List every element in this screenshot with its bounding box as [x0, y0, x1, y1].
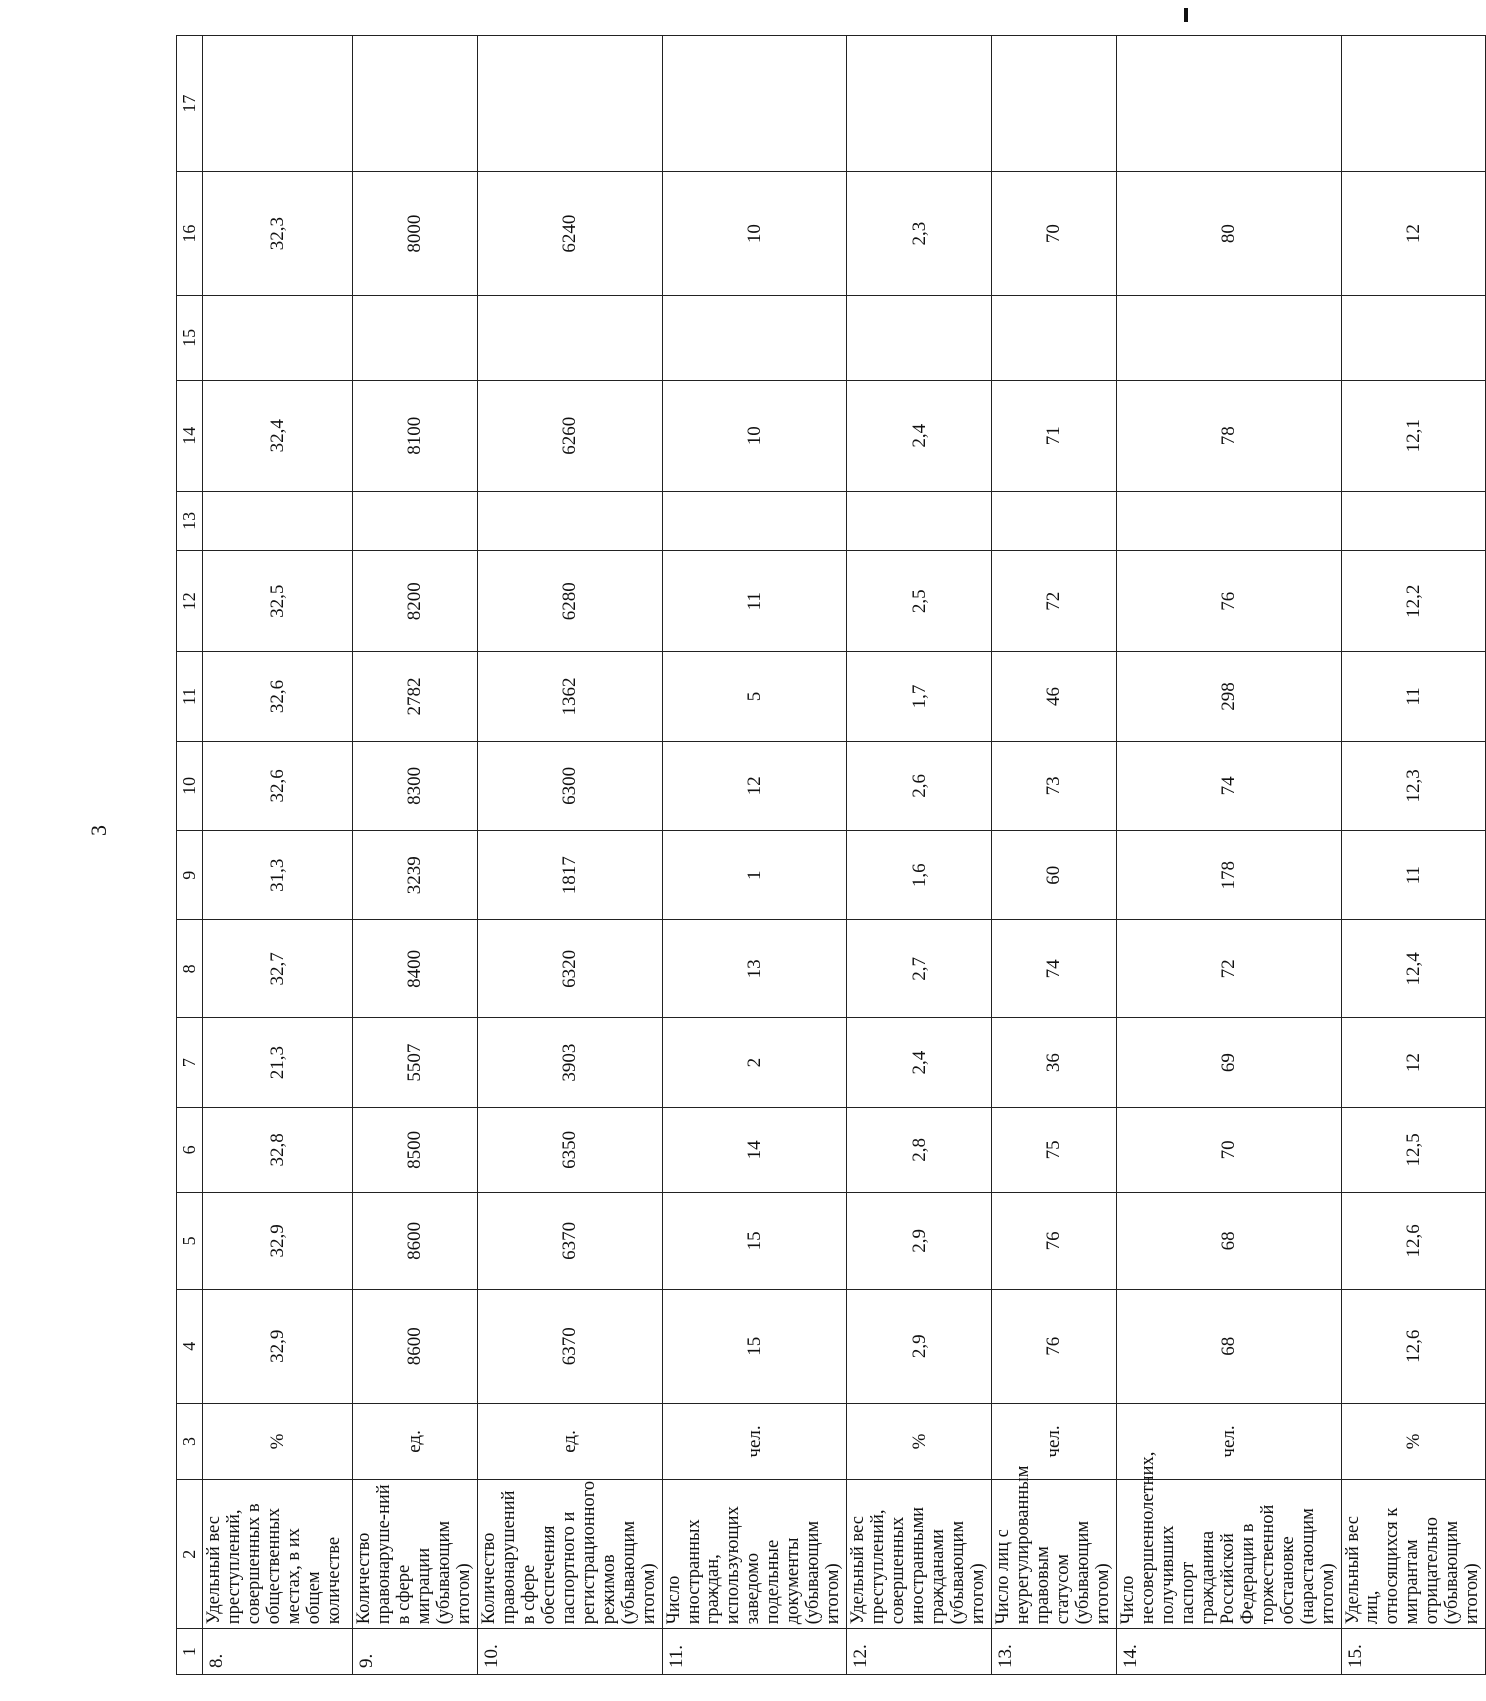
value-cell: 2782 — [353, 652, 478, 741]
value-cell: 6350 — [477, 1107, 662, 1192]
column-number: 15 — [177, 295, 203, 380]
indicator-name: Число иностранных граждан, использующих заведомо подельные документы (убывающим итогом) — [662, 1480, 847, 1629]
value-cell: 3239 — [353, 831, 478, 920]
value-cell: 1,7 — [847, 652, 992, 741]
value-cell — [847, 295, 992, 380]
value-cell: 2,8 — [847, 1107, 992, 1192]
unit-cell: чел. — [1116, 1403, 1341, 1480]
table-row — [847, 36, 992, 1675]
value-cell: 298 — [1116, 652, 1341, 741]
value-cell — [992, 36, 1117, 172]
value-cell: 2,3 — [847, 172, 992, 295]
value-cell: 15 — [662, 1289, 847, 1403]
value-cell: 8500 — [353, 1107, 478, 1192]
value-cell: 73 — [992, 741, 1117, 830]
value-cell: 2,4 — [847, 1018, 992, 1107]
rotated-table-container — [176, 35, 1483, 1675]
value-cell: 5507 — [353, 1018, 478, 1107]
unit-cell: % — [1341, 1403, 1486, 1480]
row-number: 12. — [847, 1629, 992, 1675]
value-cell: 5 — [662, 652, 847, 741]
value-cell: 36 — [992, 1018, 1117, 1107]
value-cell: 8600 — [353, 1289, 478, 1403]
value-cell — [1116, 491, 1341, 551]
column-number: 3 — [177, 1403, 203, 1480]
column-number: 17 — [177, 36, 203, 172]
value-cell: 76 — [992, 1289, 1117, 1403]
row-number: 9. — [353, 1629, 478, 1675]
indicator-name: Количество правонаруше-ний в сфере миграции (убывающим итогом) — [353, 1480, 478, 1629]
value-cell: 68 — [1116, 1289, 1341, 1403]
value-cell: 2,7 — [847, 920, 992, 1018]
unit-cell: % — [847, 1403, 992, 1480]
table-row — [662, 36, 847, 1675]
column-number: 4 — [177, 1289, 203, 1403]
value-cell — [203, 36, 353, 172]
value-cell: 32,6 — [203, 652, 353, 741]
value-cell — [477, 491, 662, 551]
value-cell: 12,4 — [1341, 920, 1486, 1018]
value-cell: 32,3 — [203, 172, 353, 295]
value-cell: 31,3 — [203, 831, 353, 920]
row-number: 13. — [992, 1629, 1117, 1675]
column-number: 2 — [177, 1480, 203, 1629]
value-cell: 60 — [992, 831, 1117, 920]
table-row — [1116, 36, 1341, 1675]
value-cell: 72 — [992, 551, 1117, 652]
value-cell — [353, 295, 478, 380]
value-cell: 6320 — [477, 920, 662, 1018]
value-cell: 6280 — [477, 551, 662, 652]
value-cell: 10 — [662, 380, 847, 491]
indicator-table — [176, 35, 1486, 1675]
indicator-name: Количество правонарушений в сфере обеспечения паспортного и регистрационного режимов (убывающим итогом) — [477, 1480, 662, 1629]
value-cell: 11 — [1341, 652, 1486, 741]
value-cell: 6240 — [477, 172, 662, 295]
value-cell: 32,7 — [203, 920, 353, 1018]
indicator-name: Число несовершеннолетних, получивших паспорт гражданина Российской Федерации в торжественной обстановке (нарастающим итогом) — [1116, 1480, 1341, 1629]
value-cell: 70 — [992, 172, 1117, 295]
value-cell: 12 — [1341, 172, 1486, 295]
value-cell: 12,1 — [1341, 380, 1486, 491]
value-cell — [847, 491, 992, 551]
value-cell: 72 — [1116, 920, 1341, 1018]
value-cell: 6300 — [477, 741, 662, 830]
row-number: 14. — [1116, 1629, 1341, 1675]
value-cell — [203, 491, 353, 551]
value-cell: 8600 — [353, 1192, 478, 1289]
value-cell: 8000 — [353, 172, 478, 295]
value-cell: 80 — [1116, 172, 1341, 295]
table-row — [992, 36, 1117, 1675]
column-number: 8 — [177, 920, 203, 1018]
row-number: 15. — [1341, 1629, 1486, 1675]
value-cell — [477, 36, 662, 172]
value-cell: 12 — [1341, 1018, 1486, 1107]
scan-edge-mark — [1184, 8, 1188, 22]
value-cell: 12,6 — [1341, 1289, 1486, 1403]
value-cell: 10 — [662, 172, 847, 295]
value-cell: 32,4 — [203, 380, 353, 491]
column-number: 11 — [177, 652, 203, 741]
value-cell — [662, 295, 847, 380]
value-cell — [1341, 491, 1486, 551]
value-cell: 2,9 — [847, 1192, 992, 1289]
value-cell: 15 — [662, 1192, 847, 1289]
value-cell: 6370 — [477, 1192, 662, 1289]
value-cell — [1341, 295, 1486, 380]
value-cell: 12,6 — [1341, 1192, 1486, 1289]
value-cell: 12,5 — [1341, 1107, 1486, 1192]
value-cell — [1341, 36, 1486, 172]
value-cell: 1,6 — [847, 831, 992, 920]
value-cell: 69 — [1116, 1018, 1341, 1107]
column-number: 1 — [177, 1629, 203, 1675]
value-cell — [353, 36, 478, 172]
column-number: 16 — [177, 172, 203, 295]
value-cell: 32,9 — [203, 1289, 353, 1403]
table-row — [477, 36, 662, 1675]
value-cell: 12,3 — [1341, 741, 1486, 830]
value-cell: 46 — [992, 652, 1117, 741]
unit-cell: ед. — [353, 1403, 478, 1480]
value-cell — [353, 491, 478, 551]
value-cell: 71 — [992, 380, 1117, 491]
value-cell: 2,9 — [847, 1289, 992, 1403]
value-cell: 1817 — [477, 831, 662, 920]
row-number: 10. — [477, 1629, 662, 1675]
value-cell — [847, 36, 992, 172]
value-cell: 12,2 — [1341, 551, 1486, 652]
column-number: 7 — [177, 1018, 203, 1107]
value-cell — [477, 295, 662, 380]
value-cell: 13 — [662, 920, 847, 1018]
value-cell: 2 — [662, 1018, 847, 1107]
column-number-row — [177, 36, 203, 1675]
value-cell: 74 — [1116, 741, 1341, 830]
value-cell: 8400 — [353, 920, 478, 1018]
value-cell: 70 — [1116, 1107, 1341, 1192]
value-cell: 32,8 — [203, 1107, 353, 1192]
row-number: 11. — [662, 1629, 847, 1675]
unit-cell: чел. — [992, 1403, 1117, 1480]
unit-cell: чел. — [662, 1403, 847, 1480]
value-cell: 6260 — [477, 380, 662, 491]
table-row — [1341, 36, 1486, 1675]
value-cell: 11 — [1341, 831, 1486, 920]
value-cell: 8100 — [353, 380, 478, 491]
value-cell: 11 — [662, 551, 847, 652]
unit-cell: ед. — [477, 1403, 662, 1480]
value-cell: 1 — [662, 831, 847, 920]
value-cell: 12 — [662, 741, 847, 830]
row-number: 8. — [203, 1629, 353, 1675]
value-cell: 32,9 — [203, 1192, 353, 1289]
indicator-name: Число лиц с неурегулированным правовым статусом (убывающим итогом) — [992, 1480, 1117, 1629]
value-cell: 32,5 — [203, 551, 353, 652]
column-number: 12 — [177, 551, 203, 652]
column-number: 10 — [177, 741, 203, 830]
value-cell: 32,6 — [203, 741, 353, 830]
value-cell: 6370 — [477, 1289, 662, 1403]
table-row — [353, 36, 478, 1675]
unit-cell: % — [203, 1403, 353, 1480]
value-cell: 21,3 — [203, 1018, 353, 1107]
value-cell: 8200 — [353, 551, 478, 652]
page-number: 3 — [86, 825, 111, 836]
value-cell: 8300 — [353, 741, 478, 830]
value-cell: 178 — [1116, 831, 1341, 920]
indicator-name: Удельный вес преступлений, совершенных в общественных местах, в их общем количестве — [203, 1480, 353, 1629]
column-number: 5 — [177, 1192, 203, 1289]
value-cell: 76 — [1116, 551, 1341, 652]
value-cell: 14 — [662, 1107, 847, 1192]
table-row — [203, 36, 353, 1675]
value-cell — [1116, 295, 1341, 380]
value-cell: 76 — [992, 1192, 1117, 1289]
value-cell: 2,5 — [847, 551, 992, 652]
value-cell — [203, 295, 353, 380]
indicator-name: Удельный вес преступлений, совершенных иностранными гражданами (убывающим итогом) — [847, 1480, 992, 1629]
column-number: 9 — [177, 831, 203, 920]
value-cell: 78 — [1116, 380, 1341, 491]
value-cell: 2,4 — [847, 380, 992, 491]
value-cell: 3903 — [477, 1018, 662, 1107]
column-number: 13 — [177, 491, 203, 551]
value-cell — [1116, 36, 1341, 172]
value-cell: 75 — [992, 1107, 1117, 1192]
value-cell: 2,6 — [847, 741, 992, 830]
value-cell: 74 — [992, 920, 1117, 1018]
value-cell: 68 — [1116, 1192, 1341, 1289]
value-cell — [992, 295, 1117, 380]
value-cell — [662, 36, 847, 172]
value-cell — [992, 491, 1117, 551]
value-cell: 1362 — [477, 652, 662, 741]
column-number: 14 — [177, 380, 203, 491]
column-number: 6 — [177, 1107, 203, 1192]
indicator-name: Удельный вес лиц, относящихся к мигрантам отрицательно (убывающим итогом) — [1341, 1480, 1486, 1629]
value-cell — [662, 491, 847, 551]
